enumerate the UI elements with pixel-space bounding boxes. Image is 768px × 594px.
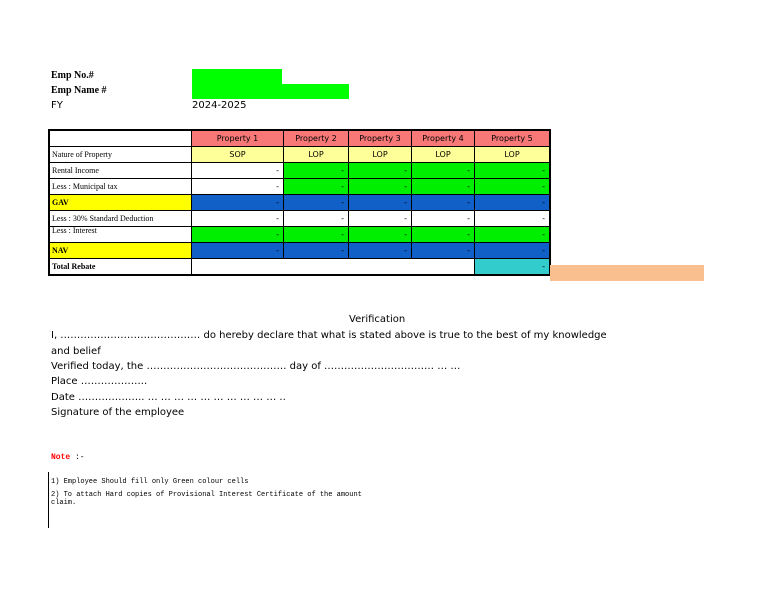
- input-cell[interactable]: -: [192, 227, 284, 243]
- input-cell[interactable]: -: [349, 163, 412, 179]
- verification-place: Place ………………..: [51, 376, 148, 387]
- input-cell[interactable]: -: [412, 179, 475, 195]
- input-cell[interactable]: -: [475, 227, 550, 243]
- value-cell: -: [475, 211, 550, 227]
- table-row-std-deduction: [50, 211, 550, 227]
- row-label: Less : Interest: [50, 227, 192, 243]
- table-row-municipal: [50, 179, 550, 195]
- note-item-1: 1) Employee Should fill only Green colour cells: [51, 478, 249, 486]
- input-cell[interactable]: -: [412, 227, 475, 243]
- column-header: Property 1: [192, 131, 284, 147]
- total-rebate-value: -: [475, 259, 550, 275]
- verification-line-3: Verified today, the …………………………………… day of …………………………… … …: [51, 361, 461, 372]
- nature-cell[interactable]: LOP: [412, 147, 475, 163]
- emp-no-label: Emp No.#: [51, 70, 94, 81]
- computed-cell: -: [475, 243, 550, 259]
- computed-cell: -: [284, 243, 349, 259]
- row-label: Rental Income: [50, 163, 192, 179]
- computed-cell: -: [349, 195, 412, 211]
- input-cell[interactable]: -: [284, 227, 349, 243]
- note-title: Note: [51, 453, 71, 462]
- input-cell[interactable]: -: [284, 179, 349, 195]
- nature-cell[interactable]: LOP: [284, 147, 349, 163]
- row-label: Less : 30% Standard Deduction: [50, 211, 192, 227]
- input-cell[interactable]: -: [412, 163, 475, 179]
- verification-line-1: I, …………………………………… do hereby declare that what is stated above is true to the best of my knowledge: [51, 330, 607, 341]
- nature-cell[interactable]: SOP: [192, 147, 284, 163]
- computed-cell: -: [475, 195, 550, 211]
- column-header: Property 4: [412, 131, 475, 147]
- table-row-total-rebate: [50, 259, 550, 275]
- column-header: Property 3: [349, 131, 412, 147]
- note-suffix: :-: [70, 453, 85, 462]
- column-header: Property 2: [284, 131, 349, 147]
- table-header-row: [50, 131, 550, 147]
- table-row-gav: [50, 195, 550, 211]
- input-cell[interactable]: -: [284, 163, 349, 179]
- emp-name-label: Emp Name #: [51, 85, 107, 96]
- value-cell[interactable]: -: [192, 179, 284, 195]
- table-row-nature: [50, 147, 550, 163]
- verification-signature: Signature of the employee: [51, 407, 185, 418]
- nature-cell[interactable]: LOP: [475, 147, 550, 163]
- row-label: Total Rebate: [50, 259, 192, 275]
- value-cell: -: [284, 211, 349, 227]
- row-label: Less : Municipal tax: [50, 179, 192, 195]
- computed-cell: -: [412, 195, 475, 211]
- column-header: Property 5: [475, 131, 550, 147]
- table-row-interest: [50, 227, 550, 243]
- total-rebate-side-highlight: [550, 265, 704, 281]
- row-label: NAV: [50, 243, 192, 259]
- verification-title: Verification: [349, 314, 406, 325]
- verification-date: Date ……………….. … … … … … … … … … … ..: [51, 392, 286, 403]
- computed-cell: -: [412, 243, 475, 259]
- value-cell: -: [349, 211, 412, 227]
- total-rebate-blank: [192, 259, 475, 275]
- value-cell: -: [412, 211, 475, 227]
- input-cell[interactable]: -: [349, 179, 412, 195]
- header-empty-cell: [50, 131, 192, 147]
- row-label: Nature of Property: [50, 147, 192, 163]
- computed-cell: -: [192, 243, 284, 259]
- note-left-border: [48, 472, 49, 528]
- verification-line-2: and belief: [51, 346, 101, 357]
- input-cell[interactable]: -: [349, 227, 412, 243]
- computed-cell: -: [284, 195, 349, 211]
- table-row-rental: [50, 163, 550, 179]
- input-cell[interactable]: -: [475, 163, 550, 179]
- nature-cell[interactable]: LOP: [349, 147, 412, 163]
- note-item-2: 2) To attach Hard copies of Provisional Interest Certificate of the amount: [51, 491, 362, 499]
- note-item-3: claim.: [51, 499, 77, 507]
- computed-cell: -: [192, 195, 284, 211]
- fy-value: 2024-2025: [192, 100, 247, 111]
- computed-cell: -: [349, 243, 412, 259]
- fy-label: FY: [51, 100, 63, 111]
- property-table: [49, 130, 550, 275]
- emp-name-field[interactable]: [192, 84, 349, 99]
- value-cell[interactable]: -: [192, 163, 284, 179]
- emp-no-field[interactable]: [192, 69, 282, 84]
- table-row-nav: [50, 243, 550, 259]
- value-cell: -: [192, 211, 284, 227]
- input-cell[interactable]: -: [475, 179, 550, 195]
- row-label: GAV: [50, 195, 192, 211]
- note-heading: [51, 453, 85, 462]
